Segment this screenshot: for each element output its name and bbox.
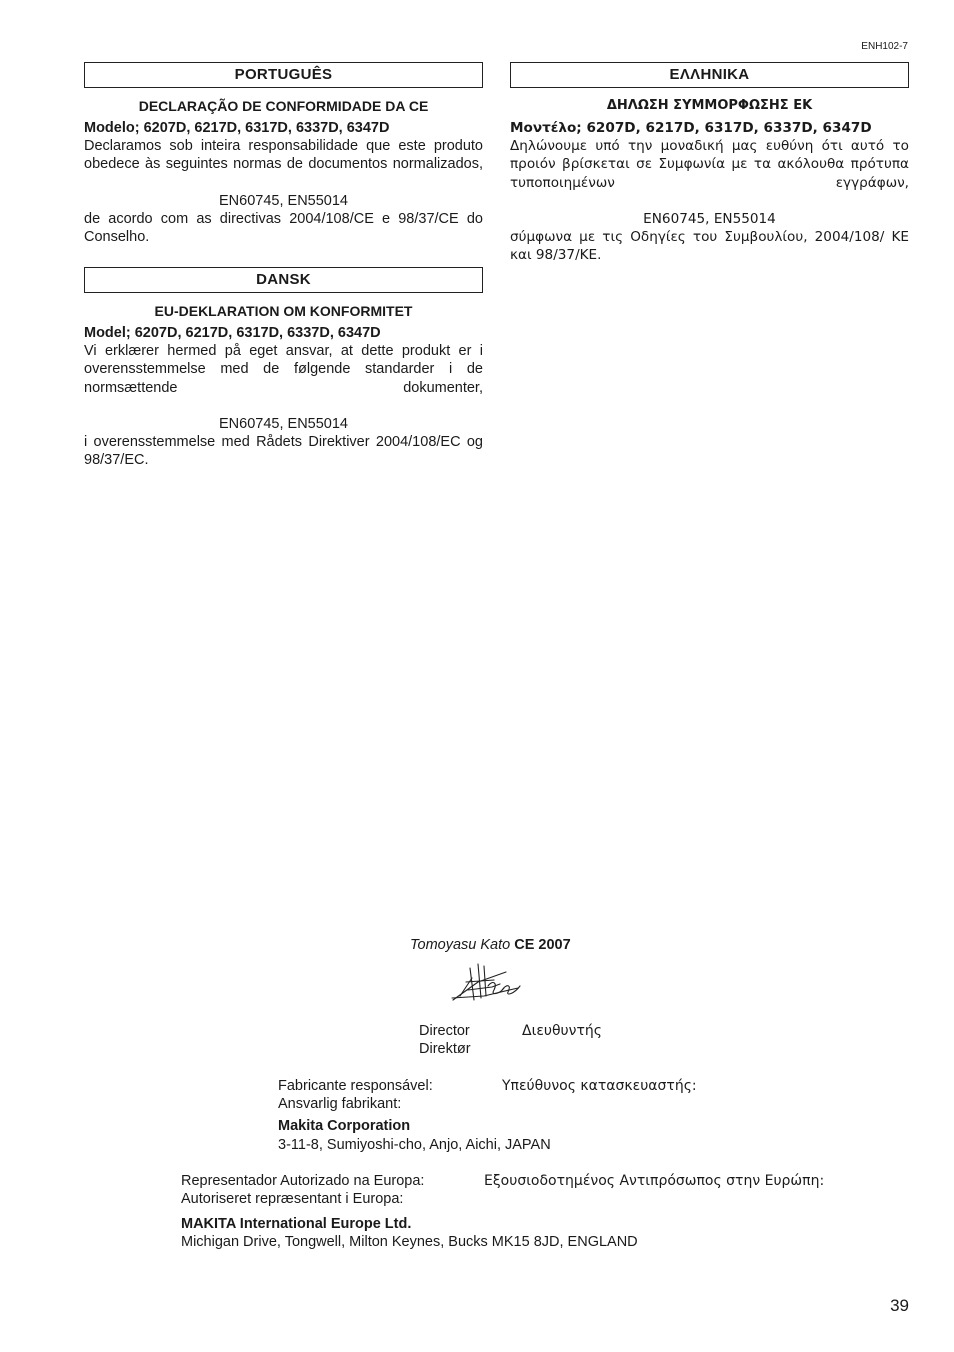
representative-label-pt: Representador Autorizado na Europa:: [181, 1173, 425, 1189]
language-header-danish: DANSK: [84, 267, 483, 293]
declaration-heading: EU-DEKLARATION OM KONFORMITET: [154, 303, 413, 319]
representative-label-da: Autoriseret repræsentant i Europa:: [181, 1191, 404, 1207]
directives-text: i overensstemmelse med Rådets Direktiver 2004/108/EC og 98/37/EC.: [84, 434, 483, 469]
declaration-text: Vi erklærer hermed på eget ansvar, at dette produkt er i overensstemmelse med de følgende standarder i de normsættende dokumenter,: [84, 343, 483, 396]
manufacturer-label-el: Υπεύθυνος κατασκευαστής:: [502, 1078, 697, 1094]
section-danish: [84, 267, 483, 469]
signatory-name: Tomoyasu Kato: [410, 937, 511, 953]
directives-text: de acordo com as directivas 2004/108/CE e 98/37/CE do Conselho.: [84, 210, 483, 246]
section-greek: [510, 62, 909, 264]
representative-company: MAKITA International Europe Ltd.: [181, 1216, 412, 1232]
model-line: Modelo; 6207D, 6217D, 6317D, 6337D, 6347D: [84, 120, 390, 136]
page-number: 39: [890, 1296, 909, 1315]
declaration-text: Declaramos sob inteira responsabilidade que este produto obedece às seguintes normas de documentos normalizados,: [84, 138, 483, 173]
signatory-line: [410, 937, 571, 953]
representative-address: Michigan Drive, Tongwell, Milton Keynes, Bucks MK15 8JD, ENGLAND: [181, 1234, 638, 1250]
title-director: Director: [419, 1023, 470, 1039]
document-code: ENH102-7: [861, 41, 908, 52]
section-portuguese: [84, 62, 483, 246]
directives-text: σύμφωνα με τις Οδηγίες του Συμβουλίου, 2004/108/ ΚΕ και 98/37/ΚΕ.: [510, 229, 909, 264]
title-greek: Διευθυντής: [522, 1023, 602, 1039]
declaration-heading: DECLARAÇÃO DE CONFORMIDADE DA CE: [138, 98, 429, 114]
declaration-text: Δηλώνουμε υπό την μοναδική μας ευθύνη ότι αυτό το προιόν βρίσκεται σε Συμφωνία με τα ακόλουθα πρότυπα τυποποιημένων εγγράφων,: [510, 138, 909, 191]
manufacturer-address: 3-11-8, Sumiyoshi-cho, Anjo, Aichi, JAPAN: [278, 1137, 551, 1153]
manufacturer-label-da: Ansvarlig fabrikant:: [278, 1096, 402, 1112]
ce-year: CE 2007: [514, 937, 571, 953]
manufacturer-company: Makita Corporation: [278, 1118, 411, 1134]
standards-line: EN60745, EN55014: [643, 211, 776, 228]
signature-image: [448, 960, 524, 1006]
title-direktor: Direktør: [419, 1041, 471, 1057]
representative-label-el: Εξουσιοδοτημένος Αντιπρόσωπος στην Ευρώπη:: [484, 1173, 825, 1189]
standards-line: EN60745, EN55014: [219, 416, 348, 433]
language-header-portuguese: PORTUGUÊS: [84, 62, 483, 88]
model-line: Model; 6207D, 6217D, 6317D, 6337D, 6347D: [84, 325, 381, 341]
standards-line: EN60745, EN55014: [219, 192, 348, 209]
language-header-greek: ΕΛΛΗΝΙΚΑ: [510, 62, 909, 88]
declaration-heading: ΔΗΛΩΣΗ ΣΥΜΜΟΡΦΩΣΗΣ ΕΚ: [606, 98, 813, 113]
manufacturer-label-pt: Fabricante responsável:: [278, 1078, 433, 1094]
model-line: Μοντέλο; 6207D, 6217D, 6317D, 6337D, 6347D: [510, 120, 872, 136]
